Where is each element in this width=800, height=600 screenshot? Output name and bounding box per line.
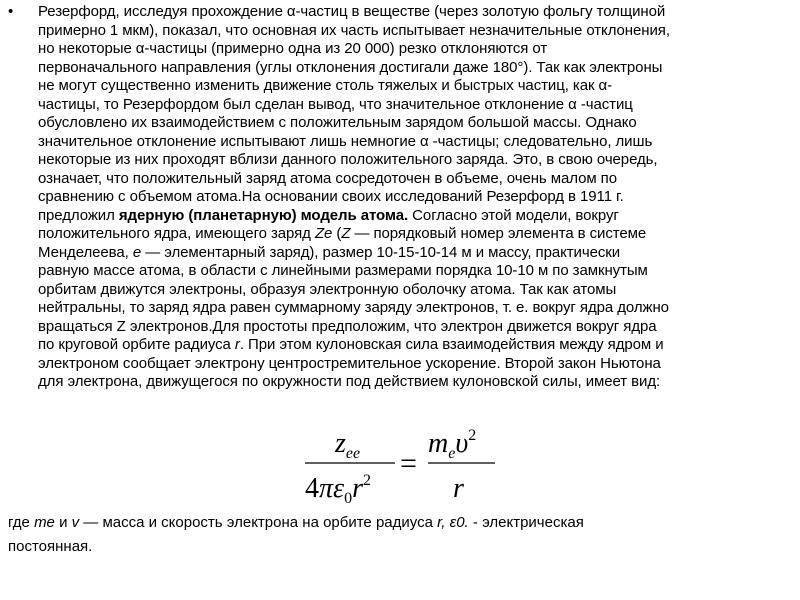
italic-symbol-z: Z (341, 225, 351, 242)
text-run: предложил (38, 206, 119, 224)
text-run: и (54, 514, 72, 531)
text-line: постоянная. (8, 538, 93, 555)
italic-symbol-e: е (132, 243, 142, 261)
text-run: ( (332, 225, 342, 242)
formula-num-left: $z_{ee}$ (335, 428, 361, 462)
italic-symbol-v: v (71, 514, 80, 531)
italic-symbol-r: r (234, 336, 240, 353)
text-line: не могут существенно изменить движение столь тяжелых и быстрых частиц, как α- (38, 77, 613, 94)
text-line: но некоторые α-частицы (примерно одна из 20 000) резко отклоняются от (38, 40, 548, 57)
text-run: положительного ядра, имеющего заряд (38, 225, 315, 242)
text-line: означает, что положительный заряд атома сосредоточен в объеме, очень малом по (38, 169, 617, 187)
text-line (38, 207, 796, 226)
italic-symbol-r: r, (437, 514, 446, 531)
italic-symbol-me: me (34, 514, 55, 531)
formula-num-right: $m_e\upsilon^2$ (428, 427, 477, 462)
text-run: Согласно этой модели, вокруг (408, 206, 619, 224)
formula-explanation (8, 511, 788, 559)
text-line: электроном сообщает электрону центростремительное ускорение. Второй закон Ньютона (38, 354, 661, 372)
text-line: нейтральны, то заряд ядра равен суммарному заряду электронов, т. е. вокруг ядра должно (38, 299, 669, 316)
text-line: равную массе атома, в области с линейными размерами порядка 10-10 м по замкнутым (38, 262, 648, 279)
text-line: некоторые из них проходят вблизи данного положительного заряда. Это, в свою очередь, (38, 151, 658, 168)
text-line: значительное отклонение испытывают лишь немногие α -частицы; следовательно, лишь (38, 132, 653, 150)
bold-term-nuclear-model: ядерную (планетарную) модель атома. (118, 206, 409, 224)
text-line: для электрона, движущегося по окружности под действием кулоновской силы, имеет вид: (38, 373, 661, 390)
text-line: частицы, то Резерфордом был сделан вывод, что значительное отклонение α -частиц (38, 95, 633, 113)
text-run: по круговой орбите радиуса (38, 336, 235, 353)
text-line (38, 225, 796, 244)
italic-symbol-ze: Ze (314, 225, 333, 242)
formula-den-left: $4\pi\varepsilon_0r^2$ (305, 472, 371, 507)
text-line: первоначального направления (углы отклонения достигали даже 180°). Так как электроны (38, 58, 663, 76)
text-run: Менделеева, (38, 243, 133, 261)
text-run: - электрическая (468, 514, 584, 531)
text-line: примерно 1 мкм), показал, что основная их часть испытывает незначительные отклонения, (38, 21, 670, 39)
italic-symbol-eps0: ε0. (449, 514, 469, 531)
text-line: орбитам движутся электроны, образуя электронную оболочку атома. Так как атомы (38, 280, 617, 298)
text-run: — элементарный заряд), размер 10-15-10-14 м и массу, практически (141, 243, 621, 261)
text-line: вращаться Z электронов.Для простоты предположим, что электрон движется вокруг ядра (38, 317, 657, 335)
text-line: обусловлено их взаимодействием с положительным зарядом большой массы. Однако (38, 114, 637, 131)
text-line: Резерфорд, исследуя прохождение α-частиц в веществе (через золотую фольгу толщиной (38, 3, 666, 20)
text-run: где (8, 514, 35, 531)
text-line (38, 244, 796, 263)
text-line (38, 336, 796, 355)
text-run: — масса и скорость электрона на орбите радиуса (79, 514, 438, 531)
main-paragraph (38, 3, 796, 392)
bullet-marker: • (8, 3, 14, 20)
text-line: сравнению с объемом атома.На основании своих исследований Резерфорд в 1911 г. (38, 188, 624, 205)
text-run: — порядковый номер элемента в системе (350, 225, 647, 242)
formula-den-right: r (453, 473, 464, 504)
formula-equals: = (400, 447, 417, 480)
text-run: . При этом кулоновская сила взаимодействия между ядром и (239, 336, 664, 353)
coulomb-newton-formula (300, 420, 520, 510)
text-line (8, 511, 788, 535)
